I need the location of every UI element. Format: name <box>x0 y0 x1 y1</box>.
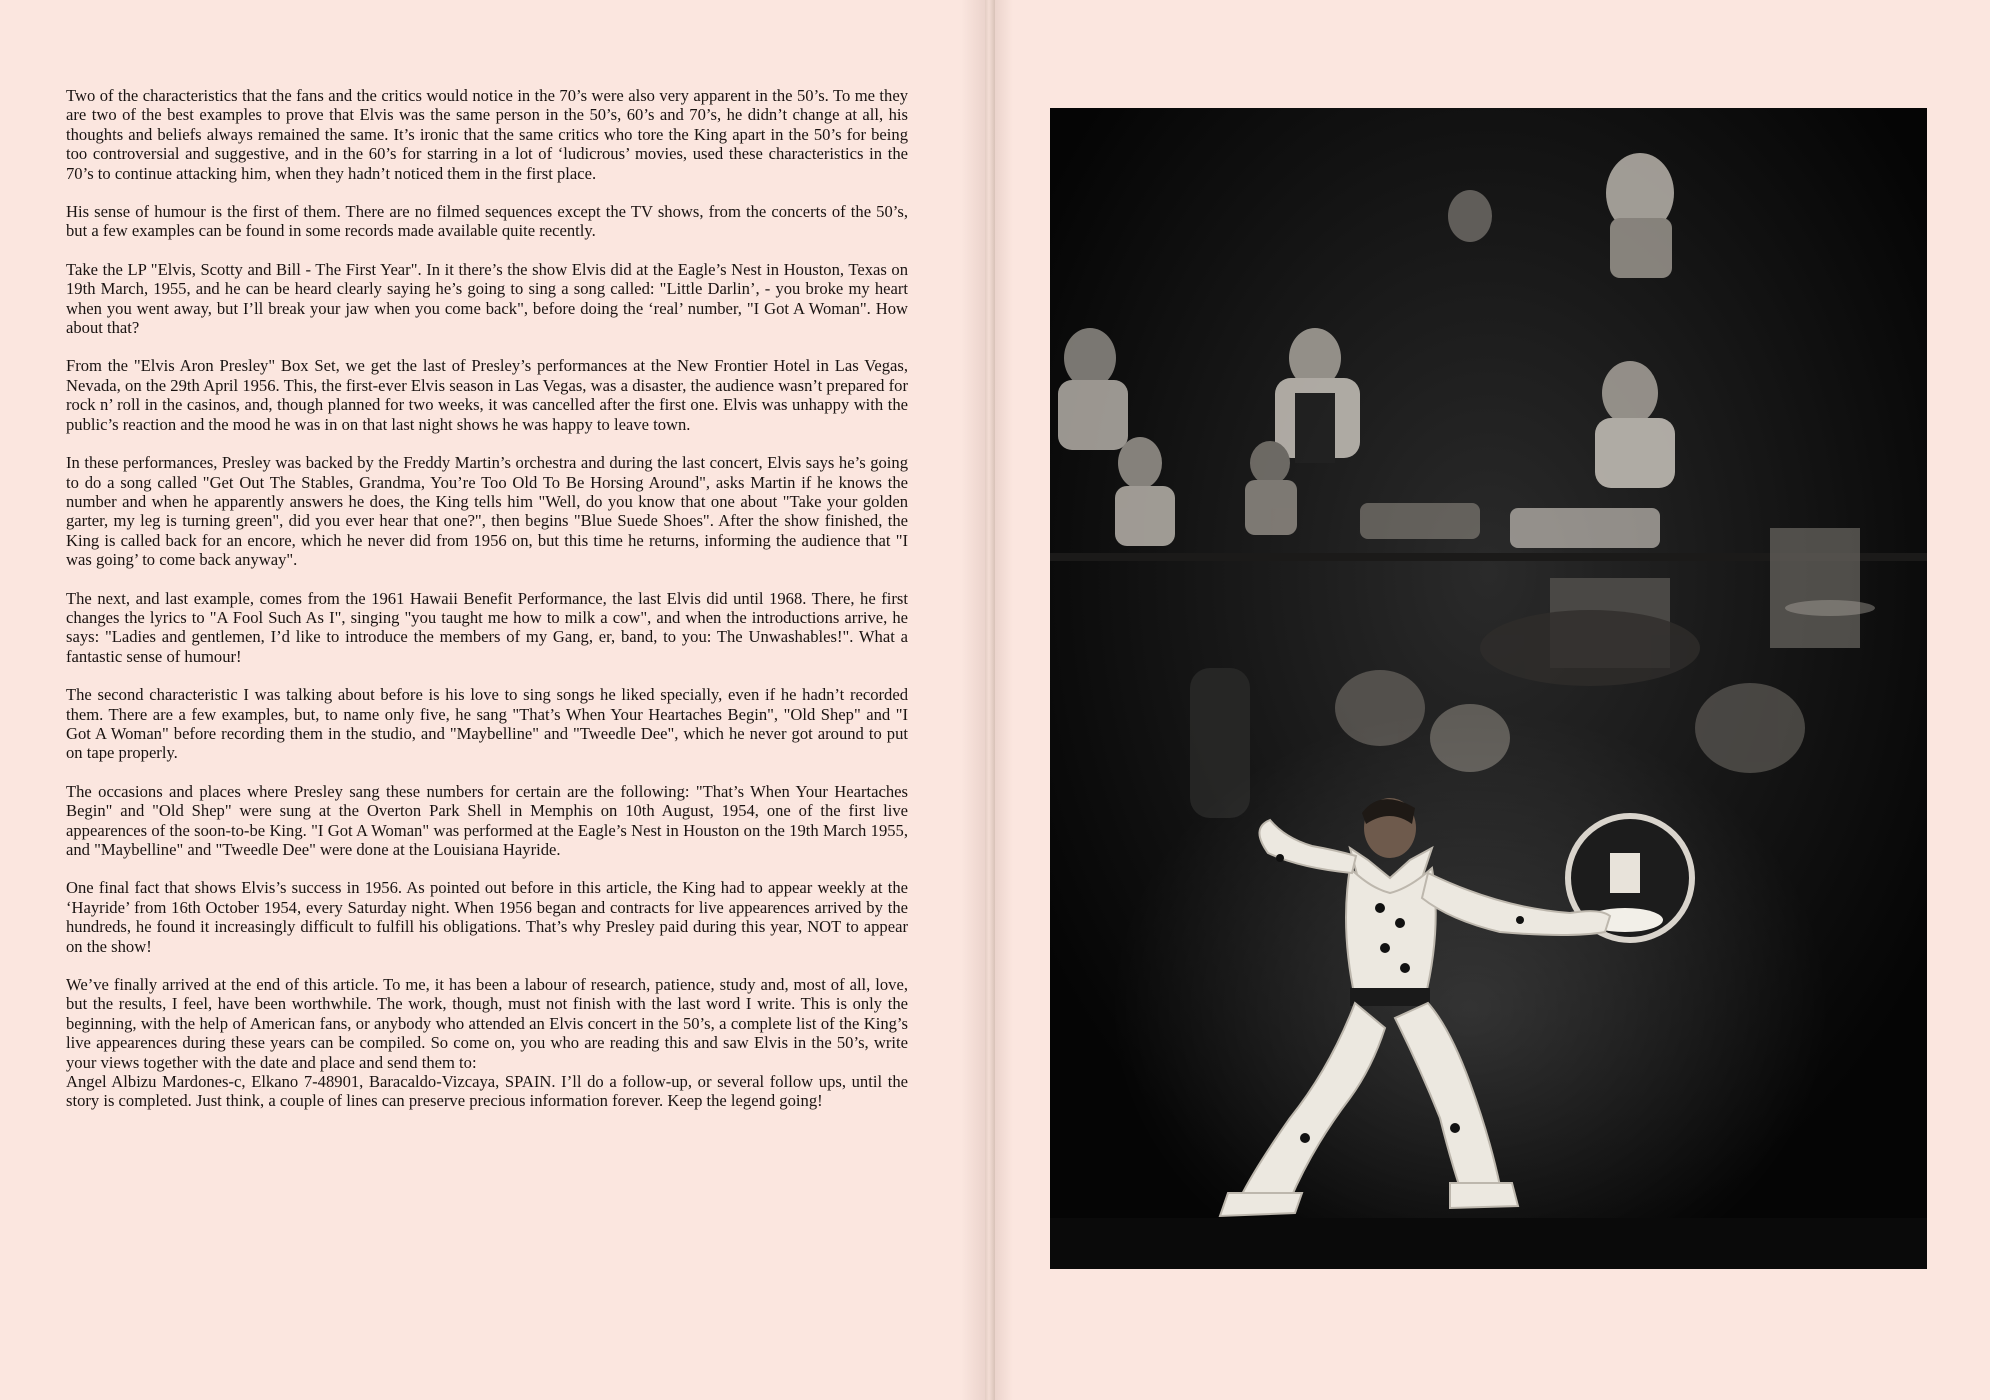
article-body <box>66 86 908 1130</box>
paragraph-8: The occasions and places where Presley sang these numbers for certain are the following: "That’s When Your Heartaches Begin" and "Old Shep" were sung at the Overton Park Shell in Memphis on 10th August, 1954, one of the first live appearences of the soon-to-be King. "I Got A Woman" was performed at the Eagle’s Nest in Houston on the 19th March 1955, and "Maybelline" and "Tweedle Dee" were done at the Louisiana Hayride. <box>66 781 908 859</box>
page-gutter <box>985 0 995 1400</box>
paragraph-6: The next, and last example, comes from the 1961 Hawaii Benefit Performance, the last Elvis did until 1968. There, he first changes the lyrics to "A Fool Such As I", singing "you taught me how to milk a cow", and when the introductions arrive, he says: "Ladies and gentlemen, I’d like to introduce the members of my Gang, er, band, to you: The Unwashables!". What a fantastic sense of humour! <box>66 588 908 666</box>
right-page <box>995 0 1990 1400</box>
paragraph-5: In these performances, Presley was backed by the Freddy Martin’s orchestra and during the last concert, Elvis says he’s going to do a song called "Get Out The Stables, Grandma, You’re Too Old To Be Horsing Around", asks Martin if he knows the number and when he apparently answers he does, the King tells him "Well, do you know that one about "Take your golden garter, my leg is turning green", did you ever hear that one?", then begins "Blue Suede Shoes". After the show finished, the King is called back for an encore, which he never did from 1956 on, but this time he returns, informing the audience that "I was going’ to come back anyway". <box>66 453 908 570</box>
paragraph-3: Take the LP "Elvis, Scotty and Bill - The First Year". In it there’s the show Elvis did at the Eagle’s Nest in Houston, Texas on 19th March, 1955, and he can be heard clearly saying he’s going to sing a song called: "Little Darlin’, - you broke my heart when you went away, but I’ll break your jaw when you come back", before doing the ‘real’ number, "I Got A Woman". How about that? <box>66 259 908 338</box>
paragraph-9: One final fact that shows Elvis’s success in 1956. As pointed out before in this article, the King had to appear weekly at the ‘Hayride’ from 16th October 1954, every Saturday night. When 1956 began and contracts for live appearences arrived by the hundreds, he found it increasingly difficult to fulfill his obligations. That’s why Presley paid during this year, NOT to appear on the show! <box>66 878 908 956</box>
paragraph-7: The second characteristic I was talking about before is his love to sing songs he liked specially, even if he hadn’t recorded them. There are a few examples, but, to name only five, he sang "That’s When Your Heartaches Begin", "Old Shep" and "I Got A Woman" before recording them in the studio, and "Maybelline" and "Tweedle Dee", which he never got around to put on tape properly. <box>66 685 908 763</box>
paragraph-1: Two of the characteristics that the fans and the critics would notice in the 70’s were also very apparent in the 50’s. To me they are two of the best examples to prove that Elvis was the same person in the 50’s, 60’s and 70’s, he didn’t change at all, his thoughts and beliefs always remained the same. It’s ironic that the same critics who tore the King apart in the 50’s for being too controversial and suggestive, and in the 60’s for starring in a lot of ‘ludicrous’ movies, used these characteristics in the 70’s to continue attacking him, when they hadn’t noticed them in the first place. <box>66 86 908 183</box>
concert-photo <box>1050 108 1927 1269</box>
paragraph-4: From the "Elvis Aron Presley" Box Set, we get the last of Presley’s performances at the New Frontier Hotel in Las Vegas, Nevada, on the 29th April 1956. This, the first-ever Elvis season in Las Vegas, was a disaster, the audience wasn’t prepared for rock n’ roll in the casinos, and, though planned for two weeks, it was cancelled after the first one. Elvis was unhappy with the public’s reaction and the mood he was in on that last night shows he was happy to leave town. <box>66 356 908 434</box>
paragraph-2: His sense of humour is the first of them. There are no filmed sequences except the TV shows, from the concerts of the 50’s, but a few examples can be found in some records made available quite recently. <box>66 202 908 241</box>
paragraph-10: We’ve finally arrived at the end of this article. To me, it has been a labour of research, patience, study and, most of all, love, but the results, I feel, have been worthwhile. The work, though, must not finish with the last word I write. This is only the beginning, with the help of American fans, or anybody who attended an Elvis concert in the 50’s, a complete list of the King’s live appearences during these years can be compiled. So come on, you who are reading this and saw Elvis in the 50’s, write your views together with the date and place and send them to: Angel Albizu Mardones-c, Elkano 7-48901, Baracaldo-Vizcaya, SPAIN. I’ll do a follow-up, or several follow ups, until the story is completed. Just think, a couple of lines can preserve precious information forever. Keep the legend going! <box>66 975 908 1111</box>
left-page <box>0 0 985 1400</box>
concert-photo-illustration <box>1050 108 1927 1269</box>
